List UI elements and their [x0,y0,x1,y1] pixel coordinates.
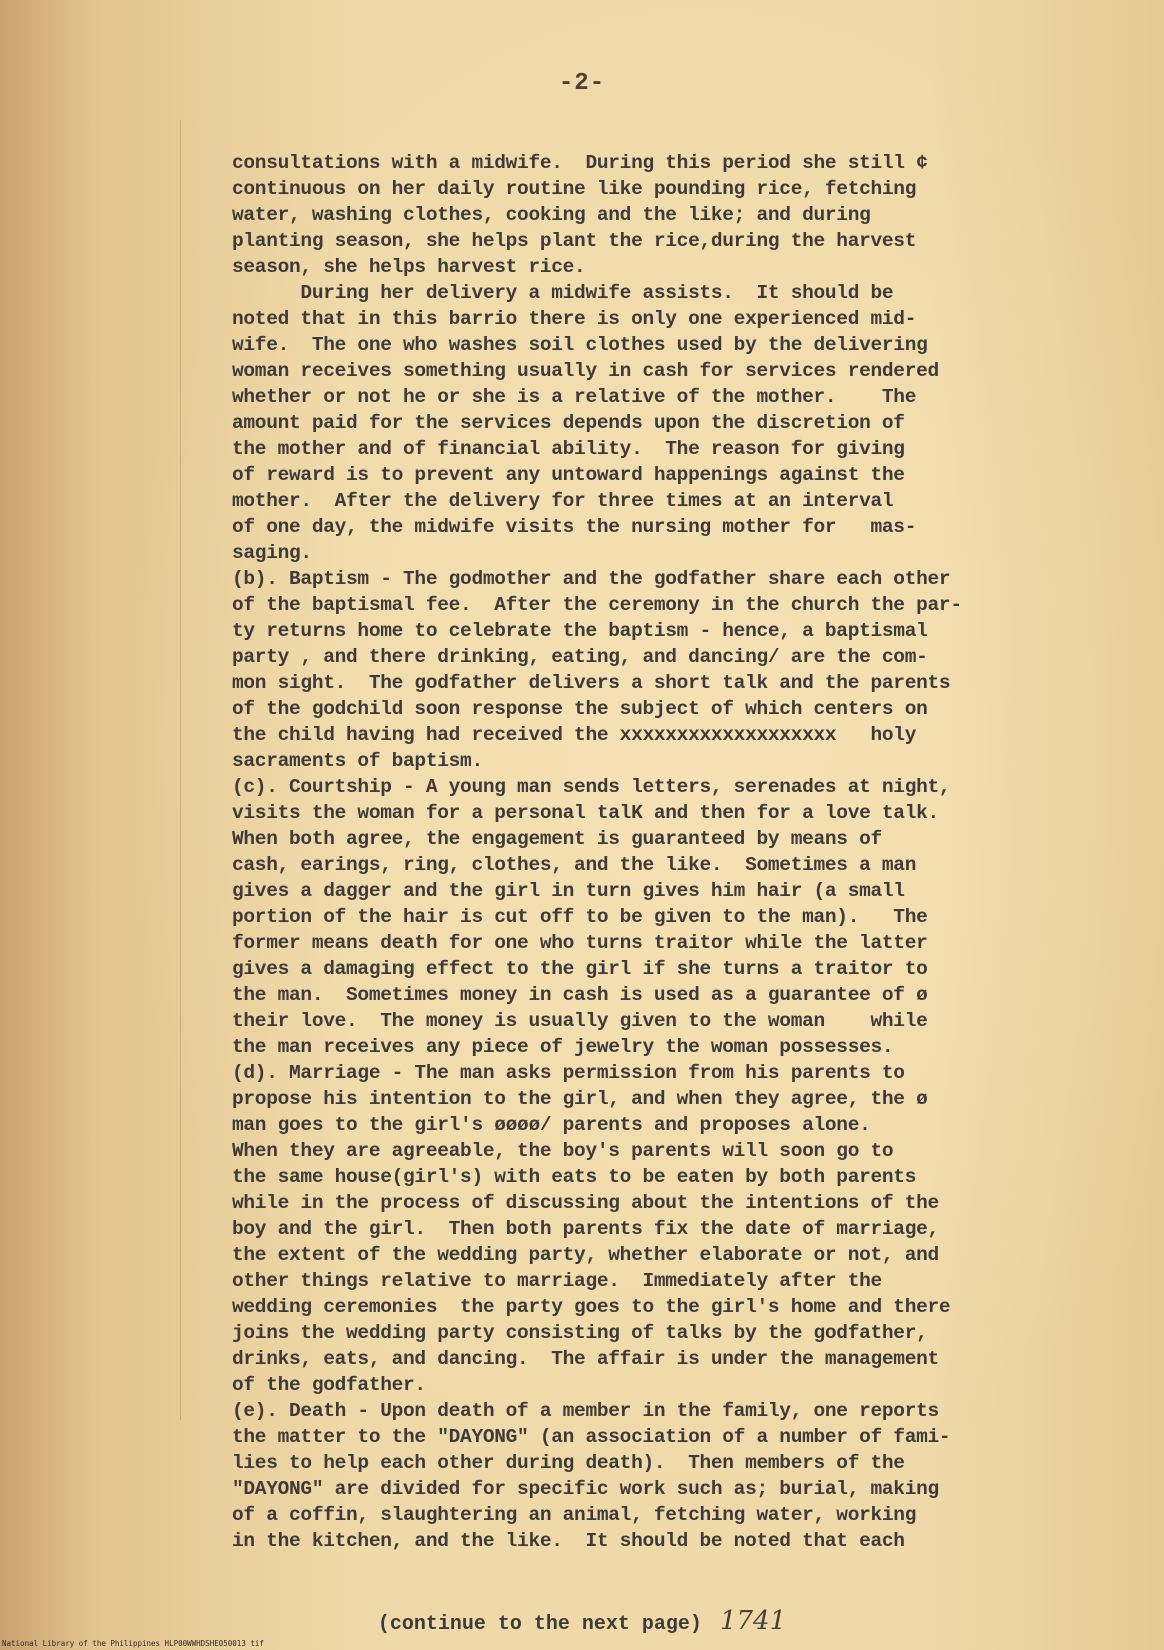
text-line: in the kitchen, and the like. It should be noted that each [232,1530,905,1552]
text-line: man goes to the girl's øøøø/ parents and proposes alone. [232,1114,871,1136]
text-line: continuous on her daily routine like pounding rice, fetching [232,178,917,200]
text-line: while in the process of discussing about the intentions of the [232,1192,939,1214]
text-line: consultations with a midwife. During this period she still ¢ [232,152,928,174]
text-line: gives a damaging effect to the girl if she turns a traitor to [232,958,928,980]
text-line: of the baptismal fee. After the ceremony in the church the par- [232,594,962,616]
text-line: When they are agreeable, the boy's parents will soon go to [232,1140,894,1162]
text-line: their love. The money is usually given to the woman while [232,1010,928,1032]
text-line: whether or not he or she is a relative of the mother. The [232,386,917,408]
text-line: planting season, she helps plant the rice,during the harvest [232,230,917,252]
text-line: "DAYONG" are divided for specific work such as; burial, making [232,1478,939,1500]
text-line: amount paid for the services depends upon the discretion of [232,412,905,434]
library-stamp: National Library of the Philippines HLP00WWHDSHE050013 tif [2,1639,264,1648]
text-line: (b). Baptism - The godmother and the godfather share each other [232,568,951,590]
text-line: the mother and of financial ability. The reason for giving [232,438,905,460]
text-line: of one day, the midwife visits the nursing mother for mas- [232,516,917,538]
text-line: wedding ceremonies the party goes to the girl's home and there [232,1296,951,1318]
text-line: (c). Courtship - A young man sends letters, serenades at night, [232,776,951,798]
text-line: gives a dagger and the girl in turn gives him hair (a small [232,880,905,902]
text-line: the child having had received the xxxxxxxxxxxxxxxxxxx holy [232,724,917,746]
text-line: (e). Death - Upon death of a member in the family, one reports [232,1400,939,1422]
text-line: the man receives any piece of jewelry the woman possesses. [232,1036,894,1058]
text-line: of the godchild soon response the subject of which centers on [232,698,928,720]
text-line: other things relative to marriage. Immediately after the [232,1270,882,1292]
text-line: ty returns home to celebrate the baptism - hence, a baptismal [232,620,928,642]
text-line: mother. After the delivery for three times at an interval [232,490,894,512]
text-line: the extent of the wedding party, whether elaborate or not, and [232,1244,939,1266]
continuation-text: (continue to the next page) [377,1613,702,1636]
document-body [232,150,1132,1554]
text-line: portion of the hair is cut off to be given to the man). The [232,906,928,928]
text-line: lies to help each other during death). Then members of the [232,1452,905,1474]
text-line: boy and the girl. Then both parents fix the date of marriage, [232,1218,939,1240]
text-line: of a coffin, slaughtering an animal, fetching water, working [232,1504,917,1526]
text-line: (d). Marriage - The man asks permission from his parents to [232,1062,905,1084]
text-line: visits the woman for a personal talK and then for a love talk. [232,802,939,824]
text-line: party , and there drinking, eating, and dancing/ are the com- [232,646,928,668]
text-line: joins the wedding party consisting of talks by the godfather, [232,1322,928,1344]
text-line: the matter to the "DAYONG" (an association of a number of fami- [232,1426,951,1448]
footer [0,1606,1164,1636]
text-line: woman receives something usually in cash for services rendered [232,360,939,382]
margin-crease [180,120,181,1420]
text-line: cash, earings, ring, clothes, and the like. Sometimes a man [232,854,917,876]
text-line: noted that in this barrio there is only one experienced mid- [232,308,917,330]
text-line: the man. Sometimes money in cash is used as a guarantee of ø [232,984,928,1006]
text-line: water, washing clothes, cooking and the like; and during [232,204,871,226]
text-line: drinks, eats, and dancing. The affair is under the management [232,1348,939,1370]
text-line: former means death for one who turns traitor while the latter [232,932,928,954]
text-line: mon sight. The godfather delivers a short talk and the parents [232,672,951,694]
text-line: of the godfather. [232,1374,426,1396]
text-line: of reward is to prevent any untoward happenings against the [232,464,905,486]
page-number: -2- [558,70,606,97]
text-line: sacraments of baptism. [232,750,483,772]
handwritten-page-number: 1741 [719,1606,787,1636]
text-line: season, she helps harvest rice. [232,256,586,278]
text-line: propose his intention to the girl, and when they agree, the ø [232,1088,928,1110]
text-line: When both agree, the engagement is guaranteed by means of [232,828,882,850]
text-line: wife. The one who washes soil clothes used by the delivering [232,334,928,356]
text-line: saging. [232,542,312,564]
text-line: During her delivery a midwife assists. It should be [232,282,894,304]
text-line: the same house(girl's) with eats to be eaten by both parents [232,1166,917,1188]
